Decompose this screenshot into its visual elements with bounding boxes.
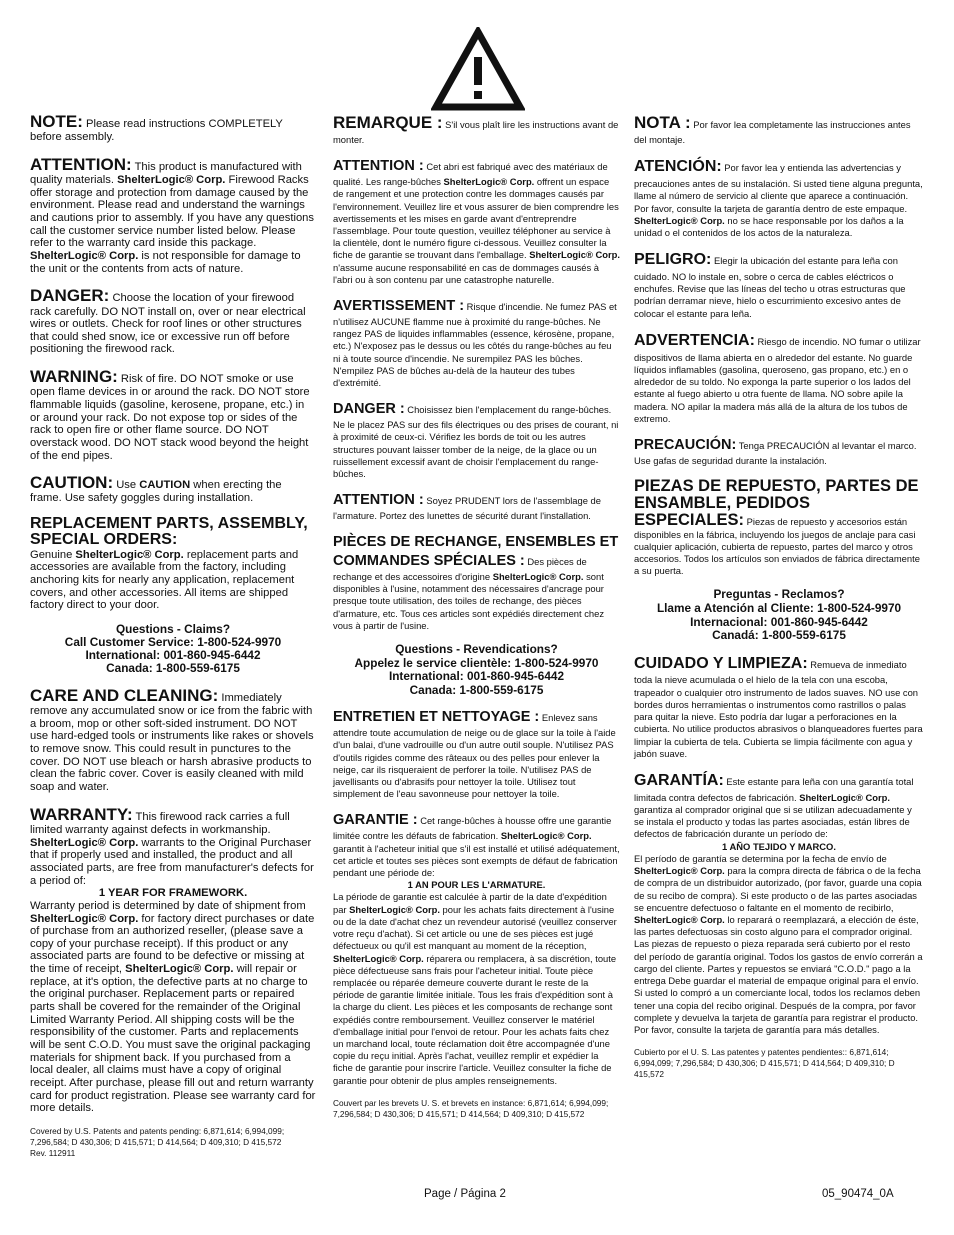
precaucion-paragraph: PRECAUCIÓN: Tenga PRECAUCIÓN al levantar el marco. Use gafas de seguridad durante la instalación. (634, 436, 917, 466)
page-number: Page / Página 2 (424, 1188, 506, 1200)
patents-fr-text: Couvert par les brevets U. S. et brevets en instance: 6,871,614; 6,994,099; 7,296,584; D 430,306; D 415,571; D 414,564; D 409,310; D 415,572 (333, 1097, 609, 1119)
questions-fr-block: Questions - Revendications? Appelez le service clientèle: 1-800-524-9970 International: 001-860-945-6442 Canada: 1-800-559-6175 (354, 642, 599, 697)
warning-paragraph: WARNING: Risk of fire. DO NOT smoke or use open flame devices in or around the rack. DO NOT store flammable liquids (gasoline, kerosene, propane, etc.) in or around your rack. Do not expose top or sides of the rack to open fire or other flame source. DO NOT overstack wood. DO NOT stack wood beyond the height of the end pipes. (30, 367, 310, 462)
questions-block: Questions - Claims? Call Customer Service: 1-800-524-9970 International: 001-860-945-6442 Canada: 1-800-559-6175 (64, 622, 282, 675)
caution-paragraph: CAUTION: Use CAUTION when erecting the frame. Use safety goggles during installation. (30, 473, 282, 505)
french-column (333, 112, 620, 1130)
attention-paragraph: ATTENTION: This product is manufactured with quality materials. ShelterLogic® Corp. Firewood Racks offer storage and protection from damage caused by the environment. Please read and understand the warnings and cautions prior to assembly. If you have any questions call the customer service number listed below. Please refer to the warranty card inside this package. ShelterLogic® Corp. is not responsible for damage to the unit or the contents from acts of nature. (30, 154, 314, 275)
english-column (30, 112, 316, 1169)
revision-text: Rev. 112911 (30, 1147, 76, 1158)
avertissement-paragraph: AVERTISSEMENT : Risque d'incendie. Ne fumez PAS et n'utilisez AUCUNE flamme nue à proximité du range-bûches. Ne rangez PAS de liquides inflammables (essence, kérosène, propane, etc.) N'exposez pas le dessus ou les côtés du range-bûches au feu ni à toute source d'incendie. Ne surempilez PAS les bûches. N'empilez PAS de bûches au-delà de la hauteur des tubes d'extrémité. (333, 298, 617, 389)
parts-heading: REPLACEMENT PARTS, ASSEMBLY, SPECIAL ORDERS: (30, 515, 308, 549)
nota-heading: NOTA : (634, 113, 691, 132)
care-paragraph: CARE AND CLEANING: Immediately remove any accumulated snow or ice from the fabric with a broom, mop or other soft-sided instrument. DO NOT use hard-edged tools or instruments like rakes or shovels to remove snow. This could result in punctures to the cover. DO NOT use bleach or harsh abrasive products to clean the fabric cover. Cover is easily cleaned with mild soap and water. (30, 685, 314, 794)
warranty-paragraph: WARRANTY: This firewood rack carries a full limited warranty against defects in workmanship. ShelterLogic® Corp. warrants to the Original Purchaser that if properly used and installed, the product and all associated parts, are free from manufacturer's defects for a period of: 1 YEAR FOR FRAMEWORK. Warranty period is determined by date of shipment from ShelterLogic® Corp. for factory direct purchases or date of purchase from an authorized reseller, (please save a copy of your purchase receipt). If this product or any associated parts are found to be defective or missing at the time of receipt, ShelterLogic® Corp. will repair or replace, at it's option, the defective parts at no charge to the original purchaser. Replacement parts or repaired parts shall be covered for the remainder of the Original Limited Warranty Period. All shipping costs will be the responsibility of the customer. Parts and replacements will be sent C.O.D. You must save the original packaging materials for shipment back. If you purchased from a local dealer, all claims must have a copy of original receipt. After purchase, please fill out and return warranty card for product registration. Please see warranty card for more details. (30, 804, 316, 1115)
atencion-heading: ATENCIÓN: (634, 158, 722, 176)
patents-text: Covered by U.S. Patents and patents pending: 6,871,614; 6,994,099; 7,296,584; D 430,306; D 415,571; D 414,564; D 409,310; D 415,572 Rev. 112911 (30, 1126, 285, 1158)
garantia-paragraph: GARANTÍA: Este estante para leña con una garantía total limitada contra defectos de fabricación. ShelterLogic® Corp. garantiza al comprador original que si se utilizan adecuadamente y se instala el producto y todas las partes asociadas, están libres de defectos de fabricación durante un período de: 1 AÑO TEJIDO Y MARCO. El período de garantía se determina por la fecha de envío de ShelterLogic® Corp. para la compra directa de fábrica o de la fecha de compra de un distribuidor autorizado, (por favor, guarde una copia de su recibo de compra). Si este producto o de las partes asociadas se encuentre defectuoso o faltante en el momento de recibirlo, ShelterLogic® Corp. lo reparará o reemplazará, a elección de éste, las partes defectuosas sin costo alguno para el comprador original. Las piezas de repuesto o pieza reparada será cubierto por el resto del período de garantía original. Todos los gastos de envío correrán a cargo del cliente. Partes y repuestos se enviará "C.O.D." pago a la entrega Debe guardar el material de empaque original para el envío. Si usted lo compró a un comerciante local, todos los reclamos deben tener una copia del recibo original. Después de la compra, por favor complete y devuelva la tarjeta de garantía para registrar el producto. Por favor, consulte la tarjeta de garantía para más detalles. (634, 771, 923, 1035)
advertencia-paragraph: ADVERTENCIA: Riesgo de incendio. NO fumar o utilizar dispositivos de llama abierta en o alrededor del estante. No guarde líquidos inflamables (gasolina, queroseno, gas propano, etc.) en o alrededor de su toldo. No exponga la parte superior o los lados del estante al fuego abierto u otra fuente de llama. NO sobre apile la madera. NO apilar la madera más allá de la altura de los tubos de extremo. (634, 331, 921, 424)
atencion-paragraph: ATENCIÓN: Por favor lea y entienda las advertencias y precauciones antes de su instalación. Si usted tiene alguna pregunta, llame al número de servicio al cliente que aparece a continuación. Por favor, consulte la tarjeta de garantía dentro de este empaque. ShelterLogic® Corp. no se hace responsable por los daños a la unidad o el contenidos de los actos de la naturaleza. (634, 158, 923, 238)
warning-triangle-icon (431, 27, 525, 111)
garantie-paragraph: GARANTIE : Cet range-bûches à housse offre une garantie limitée contre les défauts de fabrication. ShelterLogic® Corp. garantit à l'acheteur initial que s'il est installé et utilisé adéquatement, cet article et toutes ses pièces sont exempts de défaut de fabrication pendant une période de: 1 AN POUR LES L'ARMATURE. La période de garantie est calculée à partir de la date d'expédition par ShelterLogic® Corp. pour les achats faits directement à l'usine ou de la date d'achat chez un revendeur autorisé (veuillez conserver votre reçu d'achat). Si cet article ou une de ses pièces est jugé défectueux ou qu'il est manquant au moment de la réception, ShelterLogic® Corp. réparera ou remplacera, à sa discrétion, toute pièce défectueuse sans frais pour l'acheteur initial. Toute pièce remplacée ou réparée demeure couverte durant le reste de la période de garantie limitée initiale. Tous les frais d'expédition sont à la charge du client. Les pièces et les composants de rechange sont expédiés contre remboursement. Veuillez conserver le matériel d'emballage initial pour l'envoi de retour. Pour les achats faits chez un marchand local, toute réclamation doit être accompagnée d'une copie du reçu initial. Après l'achat, veuillez remplir et expédier la fiche de garantie pour inscrire l'article. Veuillez consulter la fiche de garantie pour obtenir de plus amples renseignements. (333, 812, 620, 1086)
piezas-heading: PIEZAS DE REPUESTO, PARTES DE ENSAMBLE, PEDIDOS ESPECIALES: (634, 477, 919, 529)
advertencia-heading: ADVERTENCIA: (634, 331, 755, 349)
peligro-heading: PELIGRO: (634, 251, 712, 269)
danger-fr-heading: DANGER : (333, 401, 405, 418)
attention2-fr-paragraph: ATTENTION : Soyez PRUDENT lors de l'assemblage de l'armature. Portez des lunettes de sécurité durant l'installation. (333, 492, 601, 522)
entretien-heading: ENTRETIEN ET NETTOYAGE : (333, 709, 540, 726)
attention-heading: ATTENTION: (30, 154, 132, 174)
cuidado-heading: CUIDADO Y LIMPIEZA: (634, 654, 808, 672)
remarque-paragraph: REMARQUE : S'il vous plaît lire les instructions avant de monter. (333, 113, 619, 146)
warranty-heading: WARRANTY: (30, 804, 133, 824)
precaucion-heading: PRECAUCIÓN: (634, 436, 737, 453)
document-code: 05_90474_0A (822, 1188, 894, 1200)
parts-paragraph: REPLACEMENT PARTS, ASSEMBLY, SPECIAL ORDERS: Genuine ShelterLogic® Corp. replacement parts and accessories are available from the factory, including anchoring kits for nearly any application, replacement covers, and other accessories. All items are shipped factory direct to your door. (30, 516, 316, 612)
pieces-heading: PIÈCES DE RECHANGE, ENSEMBLES ET COMMANDES SPÉCIALES : (333, 534, 619, 570)
nota-paragraph: NOTA : Por favor lea completamente las instrucciones antes del montaje. (634, 113, 911, 146)
questions-es-block: Preguntas - Reclamos? Llame a Atención al Cliente: 1-800-524-9970 Internacional: 001-860-945-6442 Canadá: 1-800-559-6175 (656, 587, 902, 643)
entretien-paragraph: ENTRETIEN ET NETTOYAGE : Enlevez sans attendre toute accumulation de neige ou de glace sur la toile à l'aide d'un balai, d'une vadrouille ou d'un autre outil souple. N'utilisez PAS d'outils rigides comme des râteaux ou des pelles pour enlever la neige, car ils risqueraient de perforer la toile. N'utilisez PAS de javellisants ou d'abrasifs pour nettoyer la toile. Utilisez tout simplement de l'eau savonneuse pour nettoyer la toile. (333, 709, 616, 800)
garantia-heading: GARANTÍA: (634, 771, 724, 789)
remarque-heading: REMARQUE : (333, 113, 443, 132)
peligro-paragraph: PELIGRO: Elegir la ubicación del estante para leña con cuidado. NO lo instale en, sobre o cerca de cables eléctricos o enchufes. Revise que las líneas del techo u otras estructuras que podrían derramar nieve, hielo o escurrimiento excesivo antes de colocar el estante para leña. (634, 251, 906, 319)
garantie-heading: GARANTIE : (333, 812, 418, 829)
warning-heading: WARNING: (30, 367, 118, 387)
danger-heading: DANGER: (30, 286, 110, 306)
note-paragraph: NOTE: Please read instructions COMPLETELY before assembly. (30, 112, 283, 144)
attention-fr-heading: ATTENTION : (333, 158, 424, 175)
pieces-paragraph: PIÈCES DE RECHANGE, ENSEMBLES ET COMMANDES SPÉCIALES : Des pièces de rechange et des accessoires d'origine ShelterLogic® Corp. sont disponibles à l'usine, notamment des nécessaires d'ancrage pour presque toute utilisation, des toiles de rechange, des pièces d'armature, etc. Tous ces articles sont expédiés directement chez vous à partir de l'usine. (333, 534, 619, 631)
note-heading: NOTE: (30, 112, 83, 131)
avertissement-heading: AVERTISSEMENT : (333, 298, 465, 315)
spanish-column (634, 112, 924, 1091)
danger-paragraph: DANGER: Choose the location of your firewood rack carefully. DO NOT install on, over or near electrical wires or outlets. Check for roof lines or other structures that could shed snow, ice or excessive run off before positioning the firewood rack. (30, 286, 306, 356)
cuidado-paragraph: CUIDADO Y LIMPIEZA: Remueva de inmediato toda la nieve acumulada o el hielo de la tela con una escoba, trapeador o cualquier otro instrumento de lados suaves. NO use con bordes duros herramientas o instrumentos como rastrillos o palas para quitar la nieve. Esto podría dar lugar a perforaciones en la cubierta. No utilice productos abrasivos o blanqueadores fuertes para limpiar la cubierta de tela. Cubierta se limpia fácilmente con agua y jabón suave. (634, 654, 923, 759)
piezas-paragraph: PIEZAS DE REPUESTO, PARTES DE ENSAMBLE, PEDIDOS ESPECIALES: Piezas de repuesto y accesorios están disponibles en la fábrica, incluyendo los juegos de anclaje para casi cualquier aplicación, cubierta de repuesto, partes del marco y otros accesorios. Todos los artículos son enviados de fábrica directamente a su puerta. (634, 477, 920, 577)
attention2-fr-heading: ATTENTION : (333, 492, 424, 509)
caution-heading: CAUTION: (30, 473, 114, 493)
patents-es-text: Cubierto por el U. S. Las patentes y patentes pendientes:: 6,871,614; 6,994,099; 7,296,584; D 430,306; D 415,571; D 414,564; D 409,310; D 415,572 (634, 1047, 895, 1079)
attention-fr-paragraph: ATTENTION : Cet abri est fabriqué avec des matériaux de qualité. Les range-bûches ShelterLogic® Corp. offrent un espace de rangement et une protection contre les dommages causés par l'environnement. Veuillez lire et vous assurer de bien comprendre les avertissements et les mises en garde avant d'entreprendre l'assemblage. Pour toute question, veuillez téléphoner au service à la clientèle, dont le numéro figure ci-dessous. Veuillez consulter la fiche de garantie se trouvant dans l'emballage. ShelterLogic® Corp. n'assume aucune responsabilité en cas de dommages causés à l'abri ou à son contenu par une catastrophe naturelle. (333, 158, 620, 285)
danger-fr-paragraph: DANGER : Choisissez bien l'emplacement du range-bûches. Ne le placez PAS sur des fils électriques ou des prises de courant, ni à proximité de ceux-ci. Vérifiez les bords de toit ou les autres structures pouvant laisser tomber de la neige, de la glace ou un ruissellement excessif avant de choisir l'emplacement du range-bûches. (333, 401, 619, 479)
care-heading: CARE AND CLEANING: (30, 685, 219, 705)
